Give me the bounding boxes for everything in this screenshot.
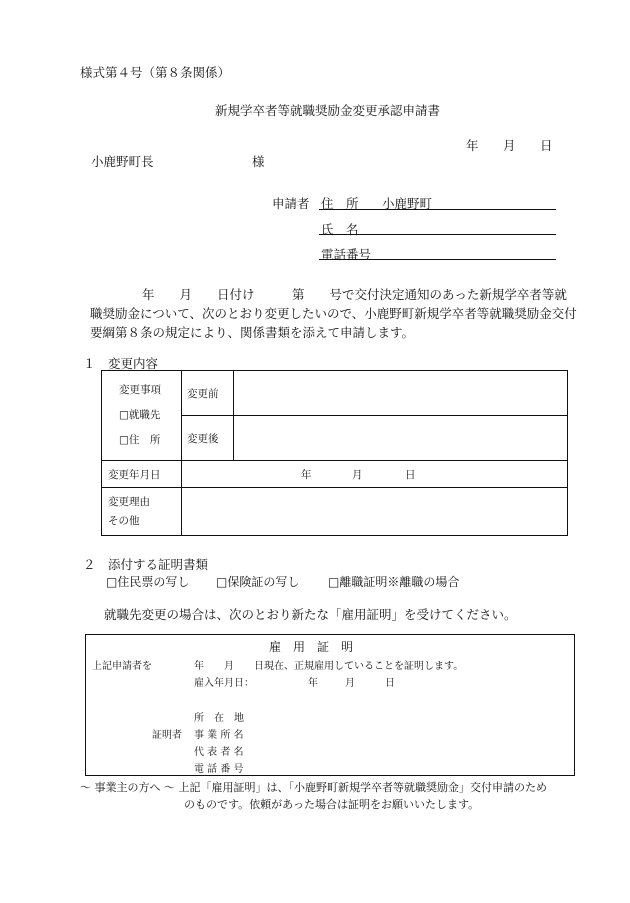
change-date-day: 日 xyxy=(405,469,416,481)
after-value-cell[interactable] xyxy=(234,416,568,461)
body-line-2: 職奨励金について、次のとおり変更したいので、小鹿野町新規学卒者等就職奨励金交付 xyxy=(90,306,577,321)
form-title: 新規学卒者等就職奨励金変更承認申請書 xyxy=(215,103,441,118)
hire-year: 年 xyxy=(308,678,318,689)
employment-certificate xyxy=(85,634,575,776)
addressee: 小鹿野町長 xyxy=(91,154,154,169)
hire-date-label: 雇入年月日： xyxy=(194,678,254,689)
applicant-label: 申請者 xyxy=(272,196,310,211)
certifier-office-label: 事 業 所 名 xyxy=(194,730,244,741)
address-value[interactable]: 小鹿野町 xyxy=(382,196,433,211)
before-value-cell[interactable] xyxy=(234,371,568,416)
date-year-label: 年 xyxy=(466,138,479,153)
option-address-checkbox[interactable]: □住 所 xyxy=(119,434,161,446)
certifier-location-label: 所 在 地 xyxy=(194,713,244,724)
certifier-label: 証明者 xyxy=(152,730,182,741)
change-date-year: 年 xyxy=(301,469,312,481)
certificate-title: 雇 用 証 明 xyxy=(269,640,354,654)
certificate-subject: 上記申請者を xyxy=(92,661,152,672)
certifier-rep-label: 代 表 者 名 xyxy=(194,747,244,758)
section2-heading: ２ 添付する証明書類 xyxy=(83,557,209,572)
job-change-note: 就職先変更の場合は、次のとおり新たな「雇用証明」を受けてください。 xyxy=(104,607,517,622)
change-table xyxy=(101,370,568,536)
employer-note-line-2: のものです。依頼があった場合は証明をお願いいたします。 xyxy=(184,798,480,811)
hire-day: 日 xyxy=(385,678,395,689)
address-underline xyxy=(319,209,556,210)
change-date-label: 変更年月日 xyxy=(102,461,182,488)
address-label: 住 所 xyxy=(321,196,359,211)
change-date-month: 月 xyxy=(352,469,363,481)
section1-heading: １ 変更内容 xyxy=(83,356,159,371)
reason-label-2: その他 xyxy=(108,514,140,527)
option-job-checkbox[interactable]: □就職先 xyxy=(119,409,161,421)
employer-note-line-1: ～ 事業主の方へ ～ 上記「雇用証明」は、「小鹿野町新規学卒者等就職奨励金」交付申請のため xyxy=(80,781,547,794)
doc-resident-checkbox[interactable]: □住民票の写し xyxy=(106,575,190,589)
after-label: 変更後 xyxy=(182,416,234,461)
certifier-phone-label: 電 話 番 号 xyxy=(194,764,244,775)
form-number: 様式第４号（第８条関係） xyxy=(80,65,231,80)
change-item-label: 変更事項 xyxy=(119,384,161,396)
phone-underline[interactable] xyxy=(319,259,556,260)
reason-value-cell[interactable] xyxy=(182,488,568,536)
doc-insurance-checkbox[interactable]: □保険証の写し xyxy=(216,575,300,589)
body-line-1: 年 月 日付け 第 号で交付決定通知のあった新規学卒者等就 xyxy=(142,287,567,302)
name-underline[interactable] xyxy=(319,234,556,235)
change-item-cell xyxy=(102,371,182,461)
date-day-label: 日 xyxy=(540,138,553,153)
phone-label: 電話番号 xyxy=(321,247,372,262)
name-label: 氏 名 xyxy=(321,222,359,237)
doc-separation-checkbox[interactable]: □離職証明※離職の場合 xyxy=(328,575,460,589)
hire-month: 月 xyxy=(345,678,355,689)
before-label: 変更前 xyxy=(182,371,234,416)
date-month-label: 月 xyxy=(503,138,516,153)
reason-label-1: 変更理由 xyxy=(108,495,150,508)
honorific: 様 xyxy=(252,154,265,169)
change-date-cell[interactable] xyxy=(182,461,568,488)
body-line-3: 要綱第８条の規定により、関係書類を添えて申請します。 xyxy=(90,325,415,340)
reason-label-cell xyxy=(102,488,182,536)
certificate-statement: 年 月 日現在、正規雇用していることを証明します。 xyxy=(194,661,464,672)
